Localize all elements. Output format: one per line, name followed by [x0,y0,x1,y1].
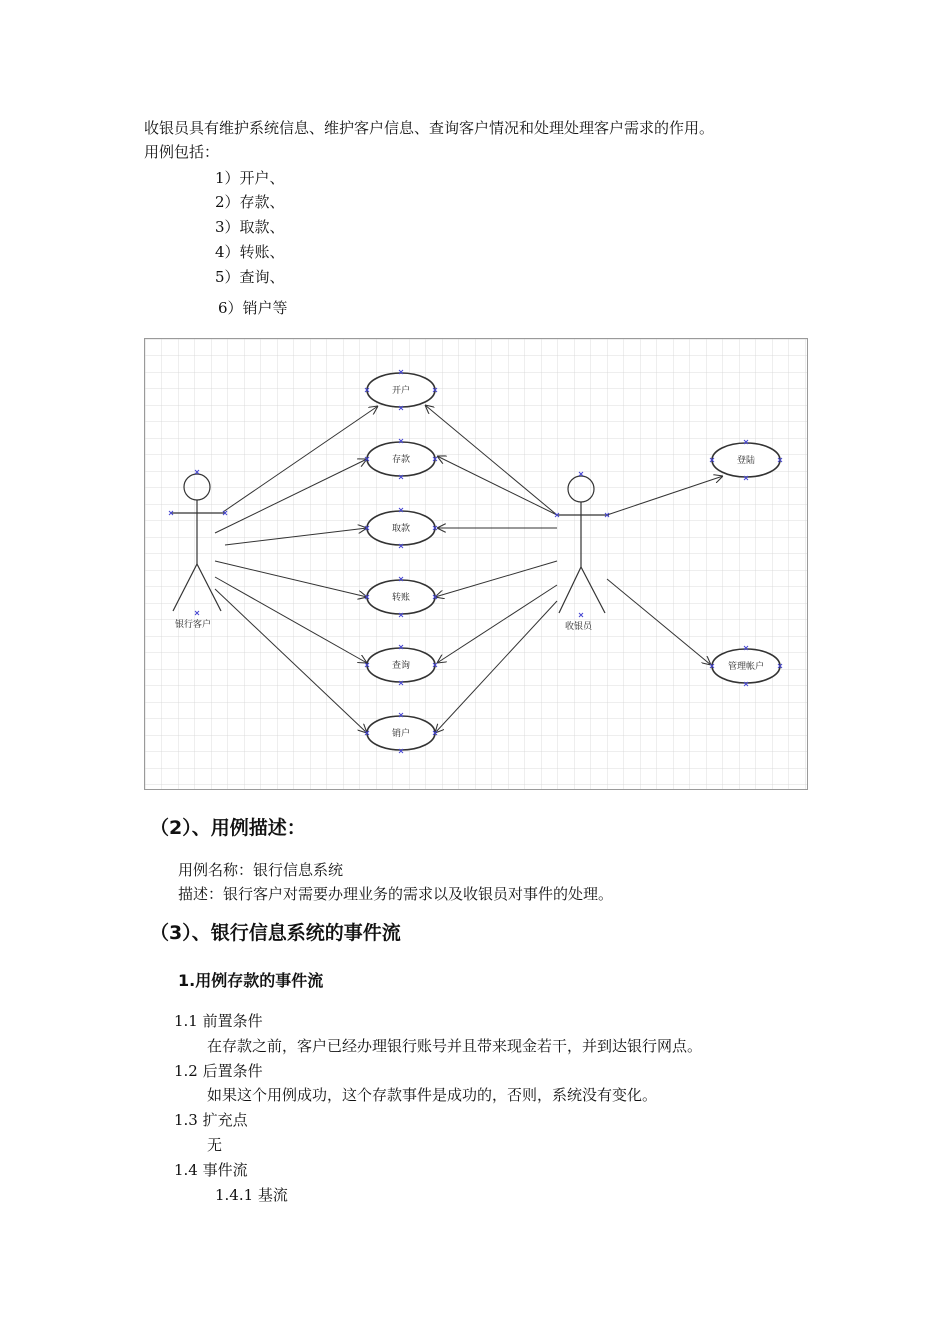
actor-label: 银行客户 [175,620,212,630]
sub-item-label: 1.4.1 基流 [215,1186,288,1204]
item-text: 如果这个用例成功，这个存款事件是成功的，否则，系统没有变化。 [207,1086,658,1104]
list-item: 3）取款、 [215,218,285,236]
item-label: 1.1 前置条件 [174,1012,263,1030]
use-case-label: 存款 [391,455,411,465]
use-case-label: 管理帐户 [727,662,765,672]
item-text: 在存款之前，客户已经办理银行账号并且带来现金若干，并到达银行网点。 [207,1037,703,1055]
list-item: 2）存款、 [215,193,285,211]
item-text: 无 [207,1136,223,1154]
use-case-name-line: 用例名称：银行信息系统 [178,861,344,879]
intro-line-2: 用例包括： [144,143,220,161]
intro-line-1: 收银员具有维护系统信息、维护客户信息、查询客户情况和处理处理客户需求的作用。 [144,119,715,137]
description-line: 描述：银行客户对需要办理业务的需求以及收银员对事件的处理。 [178,885,614,903]
list-item: 6）销户等 [218,299,288,317]
use-case-diagram-svg [145,339,807,789]
list-item: 4）转账、 [215,243,285,261]
item-label: 1.2 后置条件 [174,1062,263,1080]
subsection-heading: 1.用例存款的事件流 [178,971,324,990]
list-item: 1）开户、 [215,169,285,187]
list-item: 5）查询、 [215,268,285,286]
use-case-diagram [144,338,808,790]
actor-label: 收银员 [565,622,593,632]
use-case-label: 登陆 [736,456,756,466]
use-case-label: 开户 [391,386,411,396]
use-case-label: 取款 [391,524,411,534]
section-2-heading: （2）、用例描述： [150,817,306,839]
section-3-heading: （3）、银行信息系统的事件流 [150,922,401,944]
item-label: 1.3 扩充点 [174,1111,248,1129]
item-label: 1.4 事件流 [174,1161,248,1179]
use-case-label: 销户 [391,729,411,739]
use-case-label: 查询 [391,661,411,671]
use-case-label: 转账 [391,593,411,603]
